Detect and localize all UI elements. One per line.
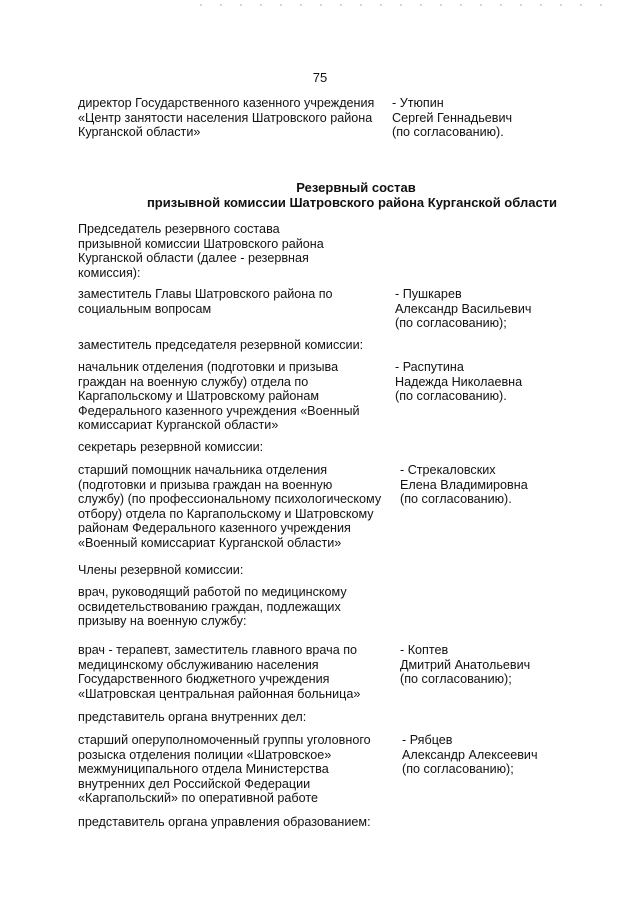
entry-person: - Утюпин Сергей Геннадьевич (по согласованию). [392, 96, 513, 140]
entry-person: - Коптев Дмитрий Анатольевич (по согласованию); [400, 643, 531, 687]
section-heading-line2: призывной комиссии Шатровского района Курганской области [146, 194, 558, 210]
entry-position: старший помощник начальника отделения (подготовки и призыва граждан на военную службу) (по профессиональному психологическому отбору) отдела по Каргапольскому и Шатровскому районам Федерального казенного учреждения «Военный комиссариат Курганской области» [78, 463, 382, 550]
page-number: 75 [312, 70, 328, 85]
entry-person: - Пушкарев Александр Васильевич (по согласованию); [395, 287, 532, 331]
entry-position: старший оперуполномоченный группы уголовного розыска отделения полиции «Шатровское» межмуниципального отдела Министерства внутренних дел Российской Федерации «Каргапольский» по оперативной работе [78, 733, 371, 806]
entry-person: - Стрекаловских Елена Владимировна (по согласованию). [400, 463, 528, 507]
internal-affairs-label: представитель органа внутренних дел: [78, 710, 307, 724]
section-heading [0, 181, 640, 210]
deputy-chair-label: заместитель председателя резервной комиссии: [78, 338, 364, 352]
entry-person: - Рябцев Александр Алексеевич (по согласованию); [402, 733, 538, 777]
entry-position: директор Государственного казенного учреждения «Центр занятости населения Шатровского района Курганской области» [78, 96, 375, 140]
entry-person: - Распутина Надежда Николаевна (по согласованию). [395, 360, 523, 404]
chair-intro: Председатель резервного состава призывной комиссии Шатровского района Курганской области (далее - резервная комиссия): [78, 222, 324, 280]
entry-position: врач - терапевт, заместитель главного врача по медицинскому обслуживанию населения Государственного бюджетного учреждения «Шатровская центральная районная больница» [78, 643, 361, 701]
education-label: представитель органа управления образованием: [78, 815, 371, 829]
members-label: Члены резервной комиссии: [78, 563, 244, 577]
secretary-label: секретарь резервной комиссии: [78, 440, 264, 454]
section-heading-line1: Резервный состав [296, 180, 416, 195]
scan-artifact-dots [200, 4, 620, 6]
entry-position: начальник отделения (подготовки и призыва граждан на военную службу) отдела по Каргапольскому и Шатровскому районам Федерального казенного учреждения «Военный комиссариат Курганской области» [78, 360, 360, 433]
entry-position: заместитель Главы Шатровского района по социальным вопросам [78, 287, 333, 316]
doctor-label: врач, руководящий работой по медицинскому освидетельствованию граждан, подлежащих призыву на военную службу: [78, 585, 347, 629]
